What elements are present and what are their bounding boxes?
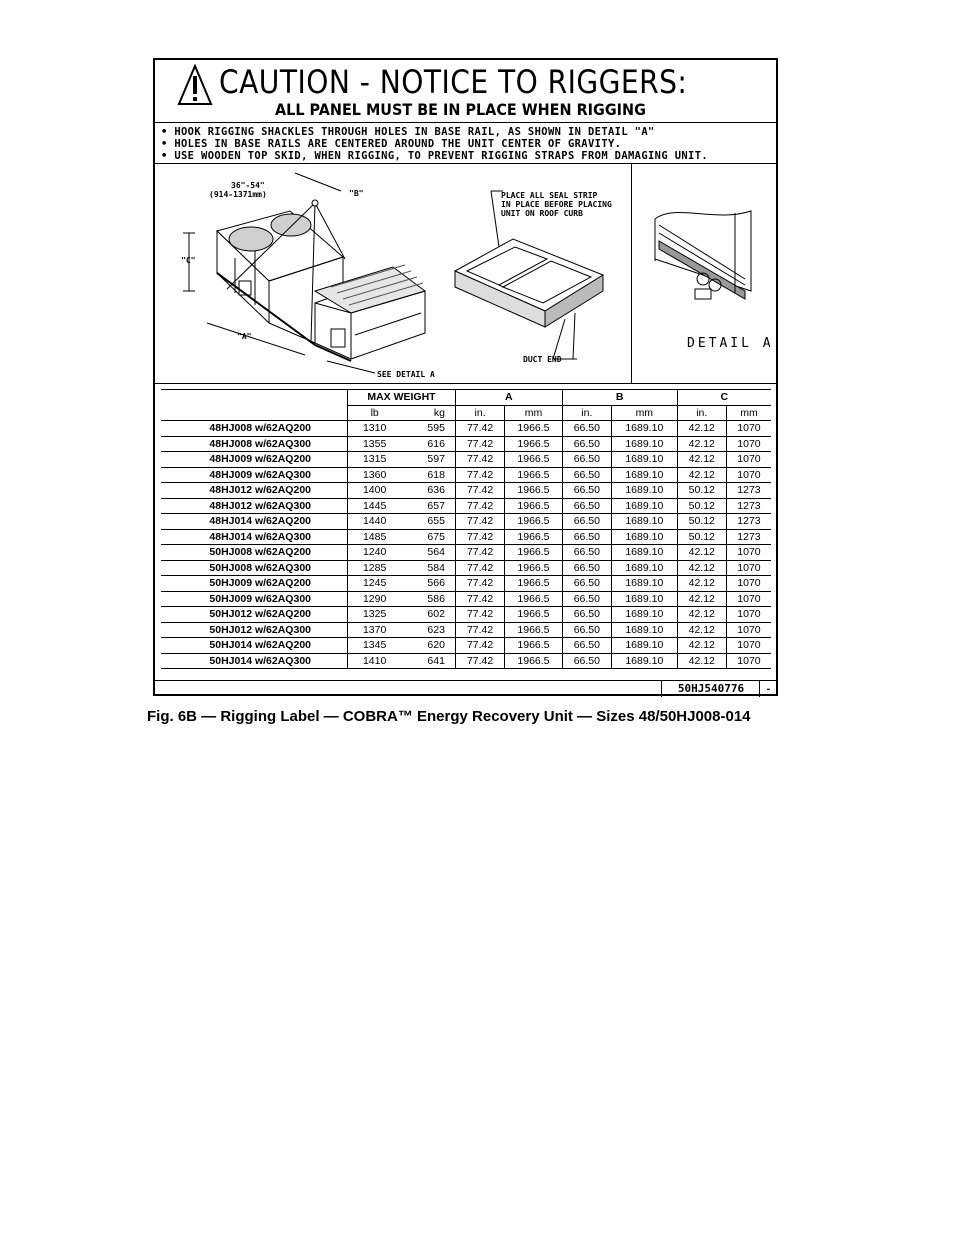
part-number: 50HJ540776	[661, 681, 760, 697]
see-detail-callout: SEE DETAIL A	[377, 370, 435, 379]
value-cell: 77.42	[455, 467, 504, 483]
value-cell: 1689.10	[612, 514, 678, 530]
model-cell: 48HJ008 w/62AQ200	[161, 421, 348, 437]
header-dim-b: B	[562, 390, 677, 406]
value-cell: 1966.5	[505, 560, 562, 576]
figure-divider	[631, 163, 632, 383]
value-cell: 566	[401, 576, 455, 592]
value-cell: 1325	[348, 607, 402, 623]
value-cell: 655	[401, 514, 455, 530]
table-row	[161, 607, 771, 623]
dim-top-mm-label: (914-1371mm)	[209, 190, 267, 199]
model-cell: 48HJ014 w/62AQ200	[161, 514, 348, 530]
value-cell: 1273	[726, 514, 771, 530]
figure-caption: Fig. 6B — Rigging Label — COBRA™ Energy Recovery Unit — Sizes 48/50HJ008-014	[147, 708, 751, 725]
value-cell: 1689.10	[612, 576, 678, 592]
rigging-weights-table	[161, 389, 771, 669]
value-cell: 1689.10	[612, 653, 678, 669]
value-cell: 1966.5	[505, 467, 562, 483]
value-cell: 1966.5	[505, 622, 562, 638]
value-cell: 564	[401, 545, 455, 561]
value-cell: 66.50	[562, 529, 611, 545]
value-cell: 1689.10	[612, 545, 678, 561]
value-cell: 623	[401, 622, 455, 638]
value-cell: 1689.10	[612, 483, 678, 499]
value-cell: 42.12	[677, 436, 726, 452]
value-cell: 66.50	[562, 467, 611, 483]
model-cell: 48HJ009 w/62AQ300	[161, 467, 348, 483]
value-cell: 1689.10	[612, 622, 678, 638]
detail-a-illustration	[655, 211, 751, 299]
value-cell: 1273	[726, 498, 771, 514]
table-row	[161, 653, 771, 669]
value-cell: 1070	[726, 638, 771, 654]
model-cell: 50HJ012 w/62AQ200	[161, 607, 348, 623]
table-row	[161, 638, 771, 654]
table-row	[161, 622, 771, 638]
value-cell: 1689.10	[612, 498, 678, 514]
dim-top-label: 36"-54"	[231, 181, 265, 190]
value-cell: 1360	[348, 467, 402, 483]
unit-header: mm	[726, 405, 771, 421]
value-cell: 1966.5	[505, 529, 562, 545]
unit-header: mm	[612, 405, 678, 421]
unit-header: in.	[562, 405, 611, 421]
model-cell: 48HJ012 w/62AQ300	[161, 498, 348, 514]
dim-a-label: "A"	[237, 332, 252, 341]
value-cell: 1689.10	[612, 529, 678, 545]
model-cell: 50HJ014 w/62AQ200	[161, 638, 348, 654]
value-cell: 1070	[726, 653, 771, 669]
value-cell: 1689.10	[612, 467, 678, 483]
value-cell: 1370	[348, 622, 402, 638]
value-cell: 66.50	[562, 622, 611, 638]
table-row	[161, 498, 771, 514]
model-cell: 50HJ012 w/62AQ300	[161, 622, 348, 638]
value-cell: 66.50	[562, 421, 611, 437]
value-cell: 42.12	[677, 545, 726, 561]
value-cell: 1440	[348, 514, 402, 530]
value-cell: 620	[401, 638, 455, 654]
table-row	[161, 467, 771, 483]
value-cell: 66.50	[562, 576, 611, 592]
value-cell: 42.12	[677, 452, 726, 468]
value-cell: 77.42	[455, 545, 504, 561]
value-cell: 42.12	[677, 421, 726, 437]
table-row	[161, 591, 771, 607]
value-cell: 66.50	[562, 638, 611, 654]
header-max-weight: MAX WEIGHT	[348, 390, 456, 406]
rigging-label	[153, 58, 778, 696]
value-cell: 42.12	[677, 467, 726, 483]
value-cell: 1689.10	[612, 591, 678, 607]
value-cell: 1310	[348, 421, 402, 437]
unit-header: mm	[505, 405, 562, 421]
value-cell: 66.50	[562, 560, 611, 576]
value-cell: 42.12	[677, 638, 726, 654]
unit-header: in.	[455, 405, 504, 421]
value-cell: 584	[401, 560, 455, 576]
table-row	[161, 576, 771, 592]
value-cell: 1400	[348, 483, 402, 499]
value-cell: 1070	[726, 421, 771, 437]
detail-a-title: DETAIL A	[687, 336, 774, 351]
note-item: • USE WOODEN TOP SKID, WHEN RIGGING, TO PREVENT RIGGING STRAPS FROM DAMAGING UNIT.	[161, 149, 709, 162]
caution-header	[155, 60, 776, 123]
table-row	[161, 421, 771, 437]
value-cell: 675	[401, 529, 455, 545]
model-cell: 48HJ014 w/62AQ300	[161, 529, 348, 545]
value-cell: 1966.5	[505, 483, 562, 499]
value-cell: 66.50	[562, 607, 611, 623]
value-cell: 42.12	[677, 591, 726, 607]
value-cell: 616	[401, 436, 455, 452]
value-cell: 77.42	[455, 452, 504, 468]
value-cell: 77.42	[455, 576, 504, 592]
value-cell: 77.42	[455, 607, 504, 623]
value-cell: 1070	[726, 436, 771, 452]
table-row	[161, 529, 771, 545]
table-unit-header	[161, 405, 771, 421]
table-group-header	[161, 390, 771, 406]
value-cell: 1966.5	[505, 452, 562, 468]
value-cell: 1070	[726, 591, 771, 607]
value-cell: 1070	[726, 545, 771, 561]
model-cell: 50HJ014 w/62AQ300	[161, 653, 348, 669]
value-cell: 1355	[348, 436, 402, 452]
seal-strip-callout: UNIT ON ROOF CURB	[501, 209, 583, 218]
value-cell: 77.42	[455, 483, 504, 499]
value-cell: 1689.10	[612, 436, 678, 452]
value-cell: 77.42	[455, 591, 504, 607]
value-cell: 1689.10	[612, 607, 678, 623]
unit-header: lb	[348, 405, 402, 421]
value-cell: 77.42	[455, 498, 504, 514]
unit-illustration	[183, 173, 425, 373]
model-cell: 50HJ009 w/62AQ300	[161, 591, 348, 607]
header-dim-a: A	[455, 390, 562, 406]
warning-triangle-icon	[177, 64, 213, 106]
value-cell: 77.42	[455, 436, 504, 452]
value-cell: 1070	[726, 452, 771, 468]
value-cell: 597	[401, 452, 455, 468]
seal-strip-callout: PLACE ALL SEAL STRIP	[501, 191, 598, 200]
model-cell: 50HJ008 w/62AQ200	[161, 545, 348, 561]
model-cell: 48HJ012 w/62AQ200	[161, 483, 348, 499]
value-cell: 77.42	[455, 622, 504, 638]
value-cell: 1966.5	[505, 653, 562, 669]
unit-header: in.	[677, 405, 726, 421]
value-cell: 66.50	[562, 452, 611, 468]
model-cell: 48HJ008 w/62AQ300	[161, 436, 348, 452]
table-row	[161, 514, 771, 530]
value-cell: 66.50	[562, 653, 611, 669]
value-cell: 641	[401, 653, 455, 669]
value-cell: 77.42	[455, 653, 504, 669]
table-row	[161, 436, 771, 452]
value-cell: 42.12	[677, 653, 726, 669]
value-cell: 636	[401, 483, 455, 499]
table-body	[161, 421, 771, 669]
value-cell: 1410	[348, 653, 402, 669]
value-cell: 1070	[726, 467, 771, 483]
value-cell: 42.12	[677, 622, 726, 638]
rigging-diagram	[155, 163, 776, 383]
header-dim-c: C	[677, 390, 771, 406]
value-cell: 50.12	[677, 498, 726, 514]
value-cell: 1285	[348, 560, 402, 576]
value-cell: 1485	[348, 529, 402, 545]
value-cell: 1966.5	[505, 591, 562, 607]
model-cell: 48HJ009 w/62AQ200	[161, 452, 348, 468]
value-cell: 1445	[348, 498, 402, 514]
value-cell: 1273	[726, 483, 771, 499]
value-cell: 1689.10	[612, 421, 678, 437]
value-cell: 1689.10	[612, 560, 678, 576]
value-cell: 1689.10	[612, 638, 678, 654]
rigging-figures	[155, 163, 776, 384]
value-cell: 42.12	[677, 560, 726, 576]
note-item: • HOLES IN BASE RAILS ARE CENTERED AROUND THE UNIT CENTER OF GRAVITY.	[161, 137, 622, 150]
value-cell: 618	[401, 467, 455, 483]
note-item: • HOOK RIGGING SHACKLES THROUGH HOLES IN BASE RAIL, AS SHOWN IN DETAIL "A"	[161, 125, 655, 138]
unit-header: kg	[401, 405, 455, 421]
value-cell: 1070	[726, 576, 771, 592]
model-cell: 50HJ009 w/62AQ200	[161, 576, 348, 592]
value-cell: 1966.5	[505, 421, 562, 437]
value-cell: 50.12	[677, 529, 726, 545]
value-cell: 66.50	[562, 514, 611, 530]
value-cell: 77.42	[455, 529, 504, 545]
value-cell: 42.12	[677, 607, 726, 623]
value-cell: 595	[401, 421, 455, 437]
value-cell: 77.42	[455, 638, 504, 654]
value-cell: 1966.5	[505, 638, 562, 654]
value-cell: 1290	[348, 591, 402, 607]
value-cell: 50.12	[677, 483, 726, 499]
value-cell: 1273	[726, 529, 771, 545]
table-row	[161, 452, 771, 468]
value-cell: 1245	[348, 576, 402, 592]
value-cell: 1966.5	[505, 607, 562, 623]
label-footer	[155, 680, 776, 697]
caution-subtitle: ALL PANEL MUST BE IN PLACE WHEN RIGGING	[275, 100, 646, 119]
seal-strip-callout: IN PLACE BEFORE PLACING	[501, 200, 612, 209]
value-cell: 77.42	[455, 421, 504, 437]
value-cell: 66.50	[562, 483, 611, 499]
value-cell: 1240	[348, 545, 402, 561]
value-cell: 1966.5	[505, 514, 562, 530]
rigging-notes	[155, 122, 776, 164]
value-cell: 1345	[348, 638, 402, 654]
value-cell: 1070	[726, 607, 771, 623]
value-cell: 602	[401, 607, 455, 623]
value-cell: 42.12	[677, 576, 726, 592]
value-cell: 66.50	[562, 591, 611, 607]
value-cell: 77.42	[455, 514, 504, 530]
value-cell: 66.50	[562, 436, 611, 452]
value-cell: 1315	[348, 452, 402, 468]
table-row	[161, 545, 771, 561]
value-cell: 1689.10	[612, 452, 678, 468]
value-cell: 50.12	[677, 514, 726, 530]
value-cell: 1070	[726, 622, 771, 638]
table-row	[161, 560, 771, 576]
dim-b-label: "B"	[349, 189, 364, 198]
model-cell: 50HJ008 w/62AQ300	[161, 560, 348, 576]
value-cell: 1966.5	[505, 498, 562, 514]
caution-title: CAUTION - NOTICE TO RIGGERS:	[219, 63, 688, 101]
value-cell: 657	[401, 498, 455, 514]
value-cell: 1966.5	[505, 545, 562, 561]
value-cell: 1966.5	[505, 436, 562, 452]
table-row	[161, 483, 771, 499]
revision: -	[759, 681, 777, 697]
duct-end-callout: DUCT END	[523, 355, 562, 364]
dim-c-label: "C"	[181, 256, 196, 265]
value-cell: 66.50	[562, 545, 611, 561]
value-cell: 66.50	[562, 498, 611, 514]
value-cell: 1070	[726, 560, 771, 576]
value-cell: 586	[401, 591, 455, 607]
value-cell: 1966.5	[505, 576, 562, 592]
value-cell: 77.42	[455, 560, 504, 576]
